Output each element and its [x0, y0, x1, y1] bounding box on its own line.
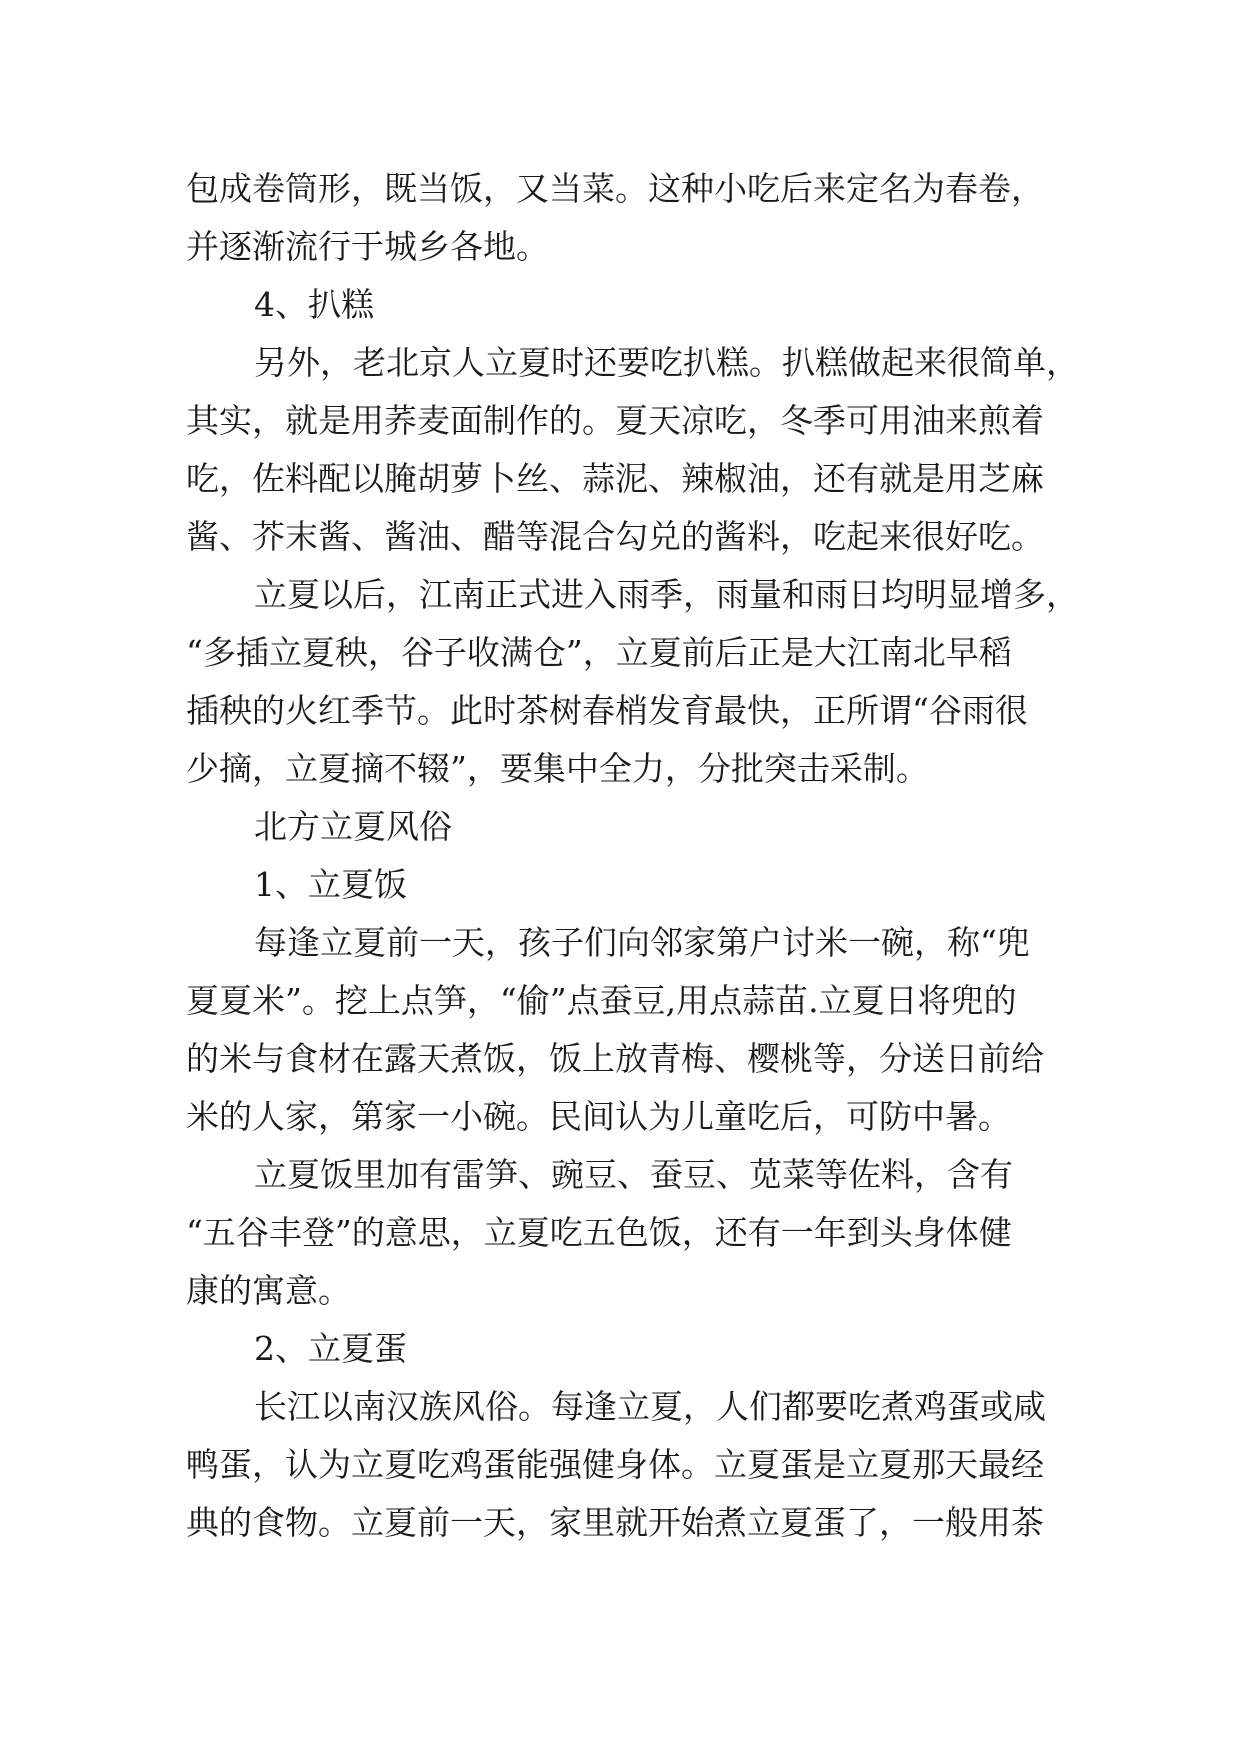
- section-heading: 北方立夏风俗: [254, 807, 452, 846]
- text-line: 长江以南汉族风俗。每逢立夏，人们都要吃煮鸡蛋或咸: [254, 1387, 1046, 1426]
- text-line: 立夏以后，江南正式进入雨季，雨量和雨日均明显增多，: [254, 575, 1079, 614]
- section-heading: 1、立夏饭: [254, 865, 407, 904]
- text-line: 吃，佐料配以腌胡萝卜丝、蒜泥、辣椒油，还有就是用芝麻: [186, 459, 1044, 498]
- text-line: 鸭蛋，认为立夏吃鸡蛋能强健身体。立夏蛋是立夏那天最经: [186, 1445, 1044, 1484]
- text-line: 米的人家，第家一小碗。民间认为儿童吃后，可防中暑。: [186, 1097, 1011, 1136]
- text-line: 包成卷筒形，既当饭，又当菜。这种小吃后来定名为春卷，: [186, 169, 1044, 208]
- text-line: 康的寓意。: [186, 1271, 351, 1310]
- text-line: 酱、芥末酱、酱油、醋等混合勾兑的酱料，吃起来很好吃。: [186, 517, 1044, 556]
- text-line: 立夏饭里加有雷笋、豌豆、蚕豆、苋菜等佐料，含有: [254, 1155, 1013, 1194]
- text-line: 典的食物。立夏前一天，家里就开始煮立夏蛋了，一般用茶: [186, 1503, 1044, 1542]
- text-line: 其实，就是用荞麦面制作的。夏天凉吃，冬季可用油来煎着: [186, 401, 1044, 440]
- text-line: 少摘，立夏摘不辍”，要集中全力，分批突击采制。: [186, 749, 929, 788]
- text-line: 的米与食材在露天煮饭，饭上放青梅、樱桃等，分送日前给: [186, 1039, 1044, 1078]
- text-line: 插秧的火红季节。此时茶树春梢发育最快，正所谓“谷雨很: [186, 691, 1028, 730]
- section-heading: 4、扒糕: [254, 285, 374, 324]
- text-line: 另外，老北京人立夏时还要吃扒糕。扒糕做起来很简单，: [254, 343, 1079, 382]
- section-heading: 2、立夏蛋: [254, 1329, 407, 1368]
- text-line: 夏夏米”。挖上点笋，“偷”点蚕豆,用点蒜苗.立夏日将兜的: [186, 981, 1017, 1020]
- text-line: 每逢立夏前一天，孩子们向邻家第户讨米一碗，称“兜: [254, 923, 1030, 962]
- text-line: “多插立夏秧，谷子收满仓”，立夏前后正是大江南北早稻: [186, 633, 1012, 672]
- text-line: 并逐渐流行于城乡各地。: [186, 227, 549, 266]
- text-line: “五谷丰登”的意思，立夏吃五色饭，还有一年到头身体健: [186, 1213, 1012, 1252]
- document-body: [186, 160, 1079, 1552]
